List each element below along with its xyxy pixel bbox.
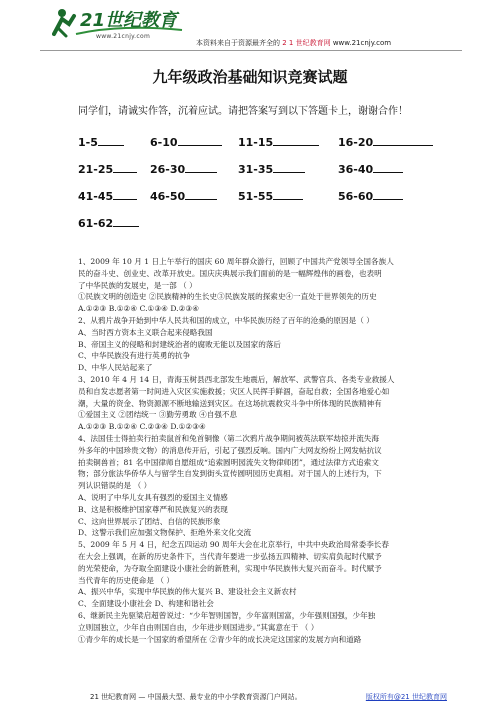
question-line: 外多年的中国珍贵文物）的消息传开后，引起了强烈反响。国内广大网友纷纷上网发帖抗议: [78, 445, 382, 455]
answer-cell: [150, 134, 222, 149]
page-header: [0, 0, 500, 48]
page-footer: [90, 692, 447, 702]
answer-range-label: 6-10: [150, 136, 178, 149]
question-line: 物；部分旅法华侨华人与留学生自发到街头宣传圆明园历史真相。对于国人的上述行为，下: [78, 469, 382, 479]
question-line: 拍卖铜兽首；81 名中国律师自愿组成“追索圆明园流失文物律师团”，通过法律方式追索文: [78, 457, 379, 467]
answer-range-label: 46-50: [150, 190, 186, 203]
header-note-url[interactable]: www.21cnjy.com: [332, 39, 392, 47]
question-line: 潮，大量的资金、物资源源不断地输送到灾区。在这场抗震救灾斗争中所体现的民族精神有: [78, 398, 382, 408]
answer-blank-line[interactable]: [178, 134, 222, 146]
exam-instruction: 同学们，请诚实作答，沉着应试。请把答案写到以下答题卡上，谢谢合作！: [78, 106, 408, 117]
answer-range-label: 51-55: [238, 190, 274, 203]
question-line: B、这是积极维护国家尊严和民族复兴的表现: [78, 504, 228, 514]
footer-copyright-link[interactable]: 版权所有@21 世纪教育网: [365, 693, 447, 701]
answer-cell: [338, 161, 403, 176]
answer-range-label: 31-35: [238, 163, 274, 176]
question-line: 员和自发志愿者第一时间进入灾区实施救援；灾区人民挥手鲜涸，奋起自救；全国各地爱心如: [78, 386, 390, 396]
answer-cell: [150, 161, 217, 176]
answer-range-label: 21-25: [78, 163, 114, 176]
logo-site-url: www.21cnjy.com: [96, 33, 151, 40]
footer-text: 21 世纪教育网 — 中国最大型、最专业的中小学教育资源门户网站。: [90, 693, 302, 701]
header-source-note: [196, 38, 391, 48]
answer-range-label: 26-30: [150, 163, 186, 176]
question-line: B、帝国主义的侵略和封建统治者的腐败无能以及国家的落后: [78, 339, 282, 349]
answer-cell: [238, 134, 319, 149]
question-line: 2、从鸦片战争开始到中华人民共和国的成立，中华民族历经了百年的沧桑的原因是（ ）: [78, 315, 374, 325]
answer-cell: [338, 134, 433, 149]
question-line: 5、2009 年 5 月 4 日，纪念五四运动 90 周年大会在北京举行，中共中央政治局常委李长春: [78, 540, 389, 550]
answer-blank-line[interactable]: [98, 134, 124, 146]
answer-blank-line[interactable]: [113, 161, 137, 173]
answer-blank-line[interactable]: [373, 188, 403, 200]
document-title: 九年级政治基础知识竞赛试题: [152, 68, 348, 86]
answer-cell: [238, 161, 305, 176]
question-line: C、这向世界展示了团结、自信的民族形象: [78, 516, 221, 526]
answer-blank-line[interactable]: [273, 134, 319, 146]
answer-blank-line[interactable]: [273, 161, 305, 173]
answer-range-label: 56-60: [338, 190, 374, 203]
question-line: ①民族文明的创造史 ②民族精神的生长史③民族发展的探索史④一直处于世界领先的历史: [78, 292, 377, 302]
answer-cell: [338, 188, 403, 203]
header-divider: [40, 50, 462, 51]
question-list: [78, 256, 440, 645]
question-line: 立则国独立，少年自由则国自由，少年进步则国进步。”其寓意在于 （ ）: [78, 622, 319, 632]
question-line: 3、2010 年 4 月 14 日，青海玉树县西北部发生地震后，解放军、武警官兵、各类专业救援人: [78, 374, 395, 384]
answer-range-label: 41-45: [78, 190, 114, 203]
question-line: C、全面建设小康社会 D、构建和谐社会: [78, 599, 214, 609]
answer-cell: [238, 188, 303, 203]
question-line: 的光荣使命，为夺取全面建设小康社会的新胜利，实现中华民族伟大复兴而奋斗。时代赋予: [78, 563, 382, 573]
question-line: 6、继新民主先驱梁启超曾说过：“少年智则国智，少年富则国富，少年强则国强，少年独: [78, 610, 376, 620]
question-line: A、说明了中华儿女具有强烈的爱国主义情感: [78, 492, 228, 502]
question-line: 在大会上强调，在新的历史条件下，当代青年要进一步弘扬五四精神、切实肩负起时代赋予: [78, 551, 382, 561]
answer-range-label: 16-20: [338, 136, 374, 149]
answer-cell: [78, 161, 137, 176]
answer-blank-line[interactable]: [373, 134, 433, 146]
question-line: ①青少年的成长是一个国家的希望所在 ②青少年的成长决定这国家的发展方向和道路: [78, 634, 362, 644]
question-line: 1、2009 年 10 月 1 日上午举行的国庆 60 周年群众游行，回顾了中国共产党领导全国各族人: [78, 257, 394, 266]
question-line: 了中华民族的发展史，是一部 （ ）: [78, 280, 197, 290]
question-line: 当代青年的历史使命是 （ ）: [78, 575, 174, 585]
answer-range-label: 36-40: [338, 163, 374, 176]
answer-blank-line[interactable]: [185, 188, 217, 200]
answer-blank-line[interactable]: [373, 161, 403, 173]
answer-range-label: 11-15: [238, 136, 274, 149]
answer-blank-line[interactable]: [185, 161, 217, 173]
question-line: ①爱国主义 ②团结统一 ③勤劳勇敢 ④自强不息: [78, 410, 238, 420]
answer-blank-line[interactable]: [273, 188, 303, 200]
answer-range-label: 61-62: [78, 217, 114, 230]
answer-range-label: 1-5: [78, 136, 98, 149]
answer-cell: [78, 188, 137, 203]
question-line: D、中华人民站起来了: [78, 363, 153, 373]
question-line: 民的奋斗史、创业史、改革开放史。国庆庆典展示我们面前的是一幅辉煌伟的画卷，也表明: [78, 268, 382, 278]
answer-blank-line[interactable]: [113, 215, 139, 227]
question-line: A.①②③ B.①②④ C.②③④ D.①②③④: [78, 422, 206, 432]
answer-blank-line[interactable]: [113, 188, 137, 200]
question-line: 列认识错误的是 （ ）: [78, 481, 152, 491]
question-line: C、中华民族没有进行英勇的抗争: [78, 351, 191, 361]
header-note-brand: 2 1 世纪教育网: [282, 39, 331, 47]
answer-cell: [150, 188, 217, 203]
answer-cell: [78, 134, 124, 149]
question-line: A.①②③ B.①②④ C.①③④ D.②③④: [78, 304, 200, 314]
logo-text: 21世纪教育: [80, 10, 178, 31]
answer-cell: [78, 215, 139, 230]
header-note-prefix: 本资料来自于资源最齐全的: [196, 39, 280, 47]
question-line: 4、法国佳士得拍卖行拍卖鼠首和兔首铜像（第二次鸦片战争期间被英法联军劫掠并流失海: [78, 433, 379, 443]
question-line: A、当时西方资本主义联合起来侵略我国: [78, 327, 213, 337]
question-line: D、这警示我们应加强文物保护、拒绝外来文化交流: [78, 528, 252, 538]
question-line: A、振兴中华，实现中华民族的伟大复兴 B、建设社会主义新农村: [78, 587, 297, 597]
